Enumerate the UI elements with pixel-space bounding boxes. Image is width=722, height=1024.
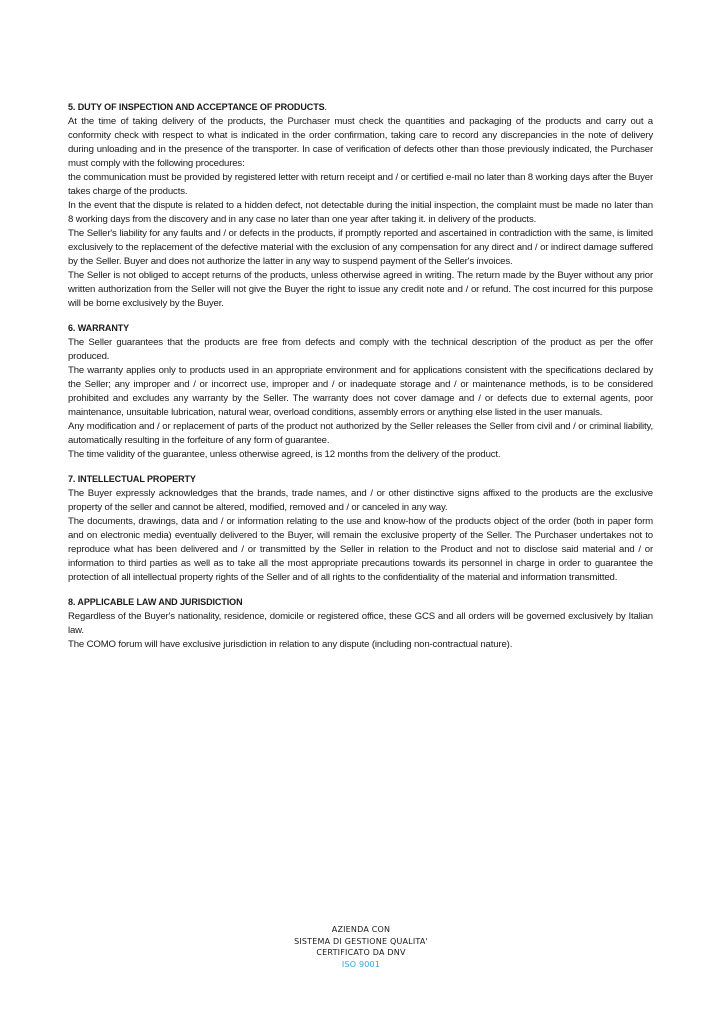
footer-line: AZIENDA CON (331, 925, 391, 934)
section-title: 6. WARRANTY (68, 323, 130, 334)
paragraph: At the time of taking delivery of the products, the Purchaser must check the quantities and packaging of the products and carry out a conformity check with respect to what is indicated in the order confirmation, taking care to record any discrepancies in the note of delivery during unloading and in the presence of the transporter. In case of verification of defects other than those previously indicated, the Purchaser must comply with the following procedures: (68, 116, 653, 169)
iso-certification-label: ISO 9001 (341, 959, 381, 969)
certification-footer (0, 924, 722, 970)
paragraph: the communication must be provided by registered letter with return receipt and / or certified e-mail no later than 8 working days after the Buyer takes charge of the products. (68, 172, 653, 197)
paragraph: Any modification and / or replacement of parts of the product not authorized by the Seller releases the Seller from civil and / or criminal liability, automatically resulting in the forfeiture of any form of guarantee. (68, 421, 653, 446)
section-intellectual-property (68, 473, 653, 585)
footer-line: SISTEMA DI GESTIONE QUALITA' (294, 936, 428, 946)
footer-line: CERTIFICATO DA DNV (316, 948, 406, 957)
section-title: 8. APPLICABLE LAW AND JURISDICTION (68, 597, 243, 608)
section-inspection (68, 101, 653, 311)
document-body (68, 101, 653, 663)
paragraph: The Seller's liability for any faults and / or defects in the products, if promptly reported and ascertained in contradiction with the same, is limited exclusively to the replacement of the defective material with the exclusion of any compensation for any direct and / or indirect damage suffered by the Seller. Buyer and does not authorize the latter in any way to suspend payment of the Seller's invoices. (68, 228, 653, 267)
paragraph: Regardless of the Buyer's nationality, residence, domicile or registered office, these GCS and all orders will be governed exclusively by Italian law. (68, 611, 653, 636)
paragraph: The warranty applies only to products used in an appropriate environment and for applications consistent with the specifications declared by the Seller; any improper and / or incorrect use, improper and / or inadequate storage and / or maintenance methods, is to be considered prohibited and excludes any warranty by the Seller. The warranty does not cover damage and / or defects due to external agents, poor maintenance, unsuitable lubrication, natural wear, overload conditions, assembly errors or anything else listed in the user manuals. (68, 365, 653, 418)
section-title: 5. DUTY OF INSPECTION AND ACCEPTANCE OF PRODUCTS. (68, 102, 327, 113)
paragraph: The documents, drawings, data and / or information relating to the use and know-how of the products object of the order (both in paper form and on electronic media) eventually delivered to the Buyer, will remain the exclusive property of the Seller. The Purchaser undertakes not to reproduce what has been delivered and / or transmitted by the Seller in relation to the Product and not to disclose said material and / or information to third parties as well as to take all the most appropriate precautions towards its personnel in charge in order to guarantee the protection of all intellectual property rights of the Seller and of all rights to the confidentiality of the material and information transmitted. (68, 516, 653, 583)
paragraph: The COMO forum will have exclusive jurisdiction in relation to any dispute (including non-contractual nature). (68, 639, 513, 650)
paragraph: In the event that the dispute is related to a hidden defect, not detectable during the initial inspection, the complaint must be made no later than 8 working days from the discovery and in any case no later than one year after taking it. in delivery of the products. (68, 200, 653, 225)
section-warranty (68, 322, 653, 462)
section-applicable-law (68, 596, 653, 652)
paragraph: The Seller guarantees that the products are free from defects and comply with the technical description of the product as per the offer produced. (68, 337, 653, 362)
paragraph: The Buyer expressly acknowledges that the brands, trade names, and / or other distinctive signs affixed to the products are the exclusive property of the seller and cannot be altered, modified, removed and / or canceled in any way. (68, 488, 653, 513)
paragraph: The time validity of the guarantee, unless otherwise agreed, is 12 months from the delivery of the product. (68, 449, 501, 460)
section-title: 7. INTELLECTUAL PROPERTY (68, 474, 196, 485)
paragraph: The Seller is not obliged to accept returns of the products, unless otherwise agreed in writing. The return made by the Buyer without any prior written authorization from the Seller will not give the Buyer the right to issue any credit note and / or refund. The cost incurred for this purpose will be borne exclusively by the Buyer. (68, 270, 653, 309)
